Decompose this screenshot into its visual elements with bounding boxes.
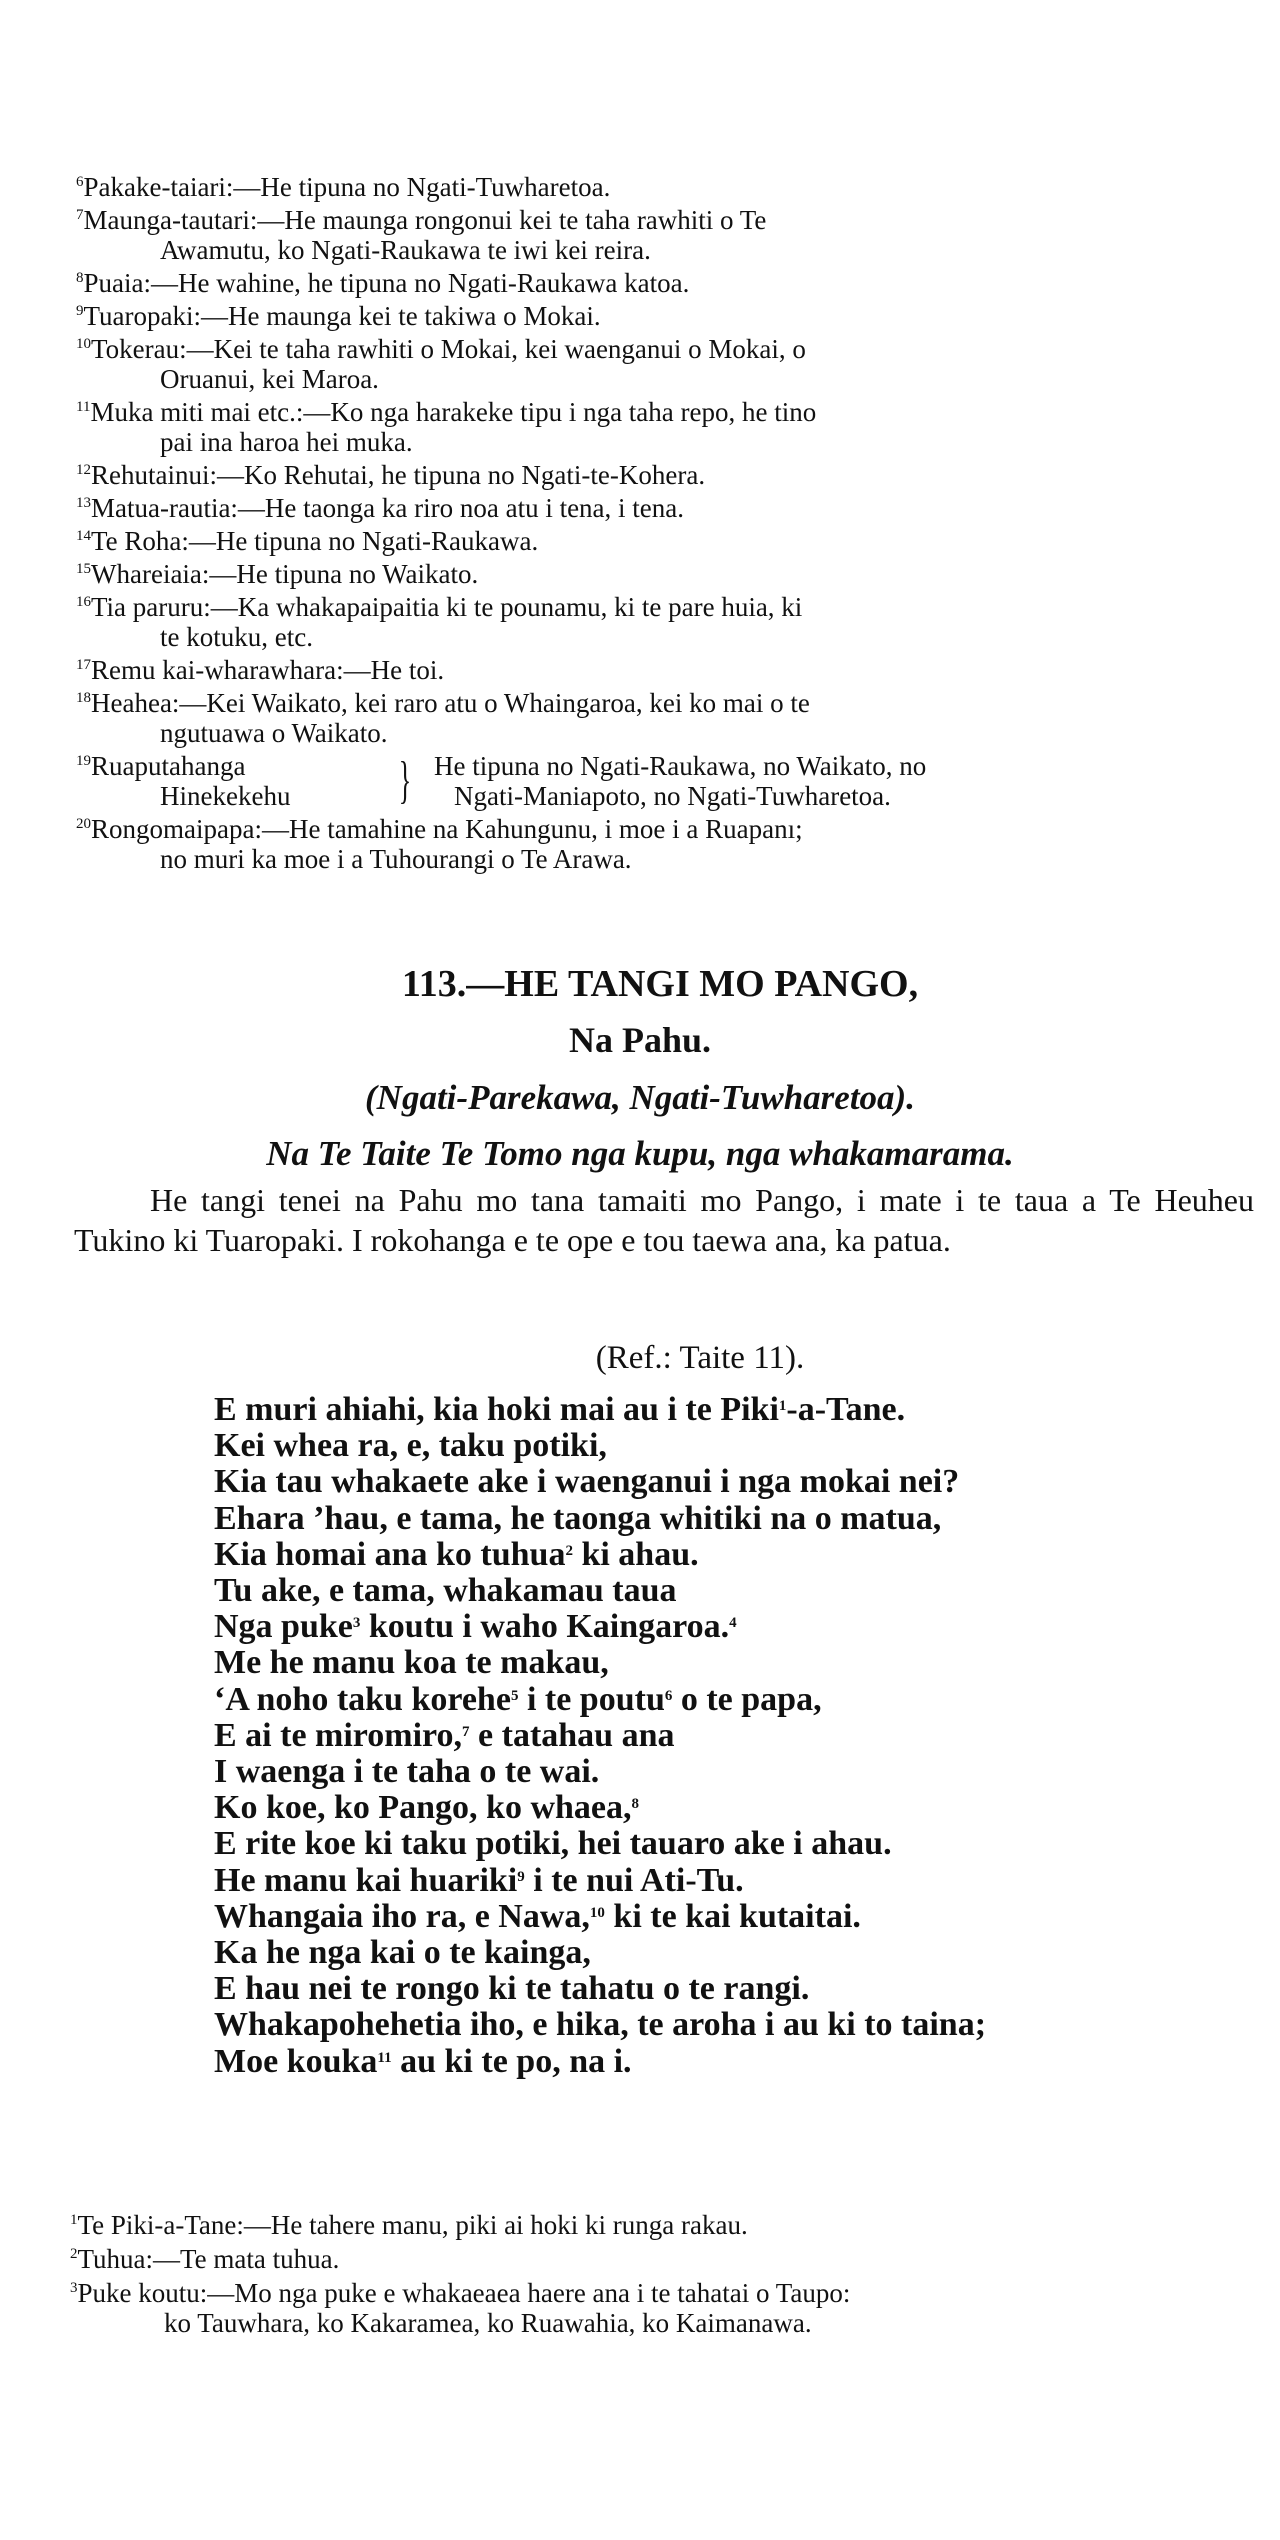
footnote-text: Maunga-tautari:—He maunga rongonui kei te taha rawhiti o Te <box>83 205 767 235</box>
verse-text: Moe kouka <box>214 2042 378 2080</box>
verse-text: koutu i waho Kaingaroa. <box>360 1608 730 1646</box>
verse-text: Me he manu koa te makau, <box>214 1644 609 1682</box>
footnote <box>76 655 1256 685</box>
verse-text: au ki te po, na i. <box>391 2042 632 2080</box>
footnote <box>70 2278 1260 2338</box>
footnote <box>76 397 1256 457</box>
verse-text: E ai te miromiro, <box>214 1716 463 1754</box>
footnote-text: Tuaropaki:—He maunga kei te takiwa o Mokai. <box>83 301 601 331</box>
footnote-name: Hinekekehu <box>160 781 291 811</box>
verse-line <box>214 2044 1264 2080</box>
verse-text: e tatahau ana <box>469 1716 675 1754</box>
verse-line <box>214 1935 1264 1971</box>
footnote-number: 18 <box>76 690 91 706</box>
footnote-text: Te Roha:—He tipuna no Ngati-Raukawa. <box>91 526 539 556</box>
song-heading <box>0 960 1280 1176</box>
verse-text: E hau nei te rongo ki te tahatu o te rangi. <box>214 1970 810 2008</box>
footnote-text: Rongomaipapa:—He tamahine na Kahungunu, i moe i a Ruapanı; <box>91 814 803 844</box>
footnote-number: 16 <box>76 594 91 610</box>
verse-line <box>214 1501 1264 1537</box>
footnote-marker: 11 <box>377 2049 392 2066</box>
footnote-continuation: pai ina haroa hei muka. <box>160 427 413 457</box>
footnote-text: He tipuna no Ngati-Raukawa, no Waikato, no <box>434 751 927 781</box>
verse-line <box>214 1682 1264 1718</box>
footnote <box>76 526 1256 556</box>
footnote-text: Muka miti mai etc.:—Ko nga harakeke tipu i nga taha repo, he tino <box>90 397 817 427</box>
verse-text: ki te kai kutaitai. <box>604 1897 861 1935</box>
verse-text: E rite koe ki taku potiki, hei tauaro ake i ahau. <box>214 1825 892 1863</box>
verse-line <box>214 1645 1264 1681</box>
footnote-marker: 2 <box>565 1542 573 1559</box>
verse-text: i te nui Ati-Tu. <box>524 1861 744 1899</box>
song-introduction <box>74 1180 1254 1260</box>
footnote-text: Remu kai-wharawhara:—He toi. <box>91 655 445 685</box>
verse-text: Whakapohehetia iho, e hika, te aroha i au ki to taina; <box>214 2006 987 2044</box>
footnote-continuation: Oruanui, kei Maroa. <box>160 364 379 394</box>
footnote <box>76 301 1256 331</box>
verse-text: Tu ake, e tama, whakamau taua <box>214 1572 677 1610</box>
verse-line <box>214 1464 1264 1500</box>
song-reference: (Ref.: Taite 11). <box>595 1340 805 1376</box>
footnote-text: Ngati-Maniapoto, no Ngati-Tuwharetoa. <box>454 781 891 811</box>
footnote-number: 11 <box>76 399 91 415</box>
footnote <box>76 814 1256 874</box>
footnote-number: 12 <box>76 462 91 478</box>
footnote <box>76 559 1256 589</box>
footnote <box>76 688 1256 748</box>
verse-text: Kia tau whakaete ake i waenganui i nga mokai nei? <box>214 1463 960 1501</box>
verse-line <box>214 1537 1264 1573</box>
song-source-note: Na Te Taite Te Tomo nga kupu, nga whakamarama. <box>266 1134 1014 1173</box>
footnote-description <box>434 751 1256 811</box>
footnote-text: Puke koutu:—Mo nga puke e whakaeaea haere ana i te tahatai o Taupo: <box>77 2278 851 2308</box>
verse-text: i te poutu <box>518 1680 665 1718</box>
footnote-marker: 9 <box>517 1868 525 1885</box>
verse-line <box>214 1392 1264 1428</box>
verse-text: ‘A noho taku korehe <box>214 1680 511 1718</box>
footnote <box>70 2210 1260 2240</box>
footnote-marker: 10 <box>589 1904 605 1921</box>
footnote-marker: 4 <box>729 1615 737 1632</box>
footnote-number: 8 <box>76 270 84 286</box>
footnotes-previous-song <box>76 172 1256 877</box>
footnote-number: 1 <box>70 2212 78 2228</box>
song-verses <box>214 1392 1264 2080</box>
verse-text: Kia homai ana ko tuhua <box>214 1535 566 1573</box>
verse-text: Ko koe, ko Pango, ko whaea, <box>214 1789 632 1827</box>
footnote-number: 15 <box>76 561 91 577</box>
verse-line <box>214 1754 1264 1790</box>
verse-text: I waenga i te taha o te wai. <box>214 1753 600 1791</box>
footnote-number: 3 <box>70 2280 78 2296</box>
footnote-number: 14 <box>76 528 91 544</box>
footnote-number: 20 <box>76 816 91 832</box>
verse-line <box>214 1718 1264 1754</box>
footnote <box>76 460 1256 490</box>
verse-text: Ka he nga kai o te kainga, <box>214 1934 591 1972</box>
verse-line <box>214 1863 1264 1899</box>
verse-line <box>214 1428 1264 1464</box>
footnotes-song <box>70 2210 1260 2342</box>
footnote-number: 13 <box>76 495 91 511</box>
footnote-text: Heahea:—Kei Waikato, kei raro atu o Whaingaroa, kei ko mai o te <box>91 688 810 718</box>
footnote-marker: 1 <box>778 1398 787 1414</box>
footnote-text: Tuhua:—Te mata tuhua. <box>77 2244 340 2274</box>
footnote-continuation: te kotuku, etc. <box>160 622 313 652</box>
verse-line <box>214 2007 1264 2043</box>
verse-text: Ehara ’hau, e tama, he taonga whitiki na o matua, <box>214 1499 942 1537</box>
verse-text: Whangaia iho ra, e Nawa, <box>214 1897 590 1935</box>
footnote-continuation: Awamutu, ko Ngati-Raukawa te iwi kei reira. <box>160 235 651 265</box>
brace: } <box>398 752 412 809</box>
footnote <box>76 592 1256 652</box>
footnote-continuation: ngutuawa o Waikato. <box>160 718 388 748</box>
footnote <box>76 172 1256 202</box>
footnote <box>76 493 1256 523</box>
footnote-marker: 6 <box>664 1687 673 1704</box>
footnote-names <box>76 751 376 811</box>
introduction-paragraph: He tangi tenei na Pahu mo tana tamaiti mo Pango, i mate i te taua a Te Heuheu Tukino ki Tuaropaki. I rokohanga e te ope e tou taewa ana, ka patua. <box>74 1182 1254 1258</box>
footnote-number: 2 <box>70 2246 78 2262</box>
footnote-text: Rehutainui:—Ko Rehutai, he tipuna no Ngati-te-Kohera. <box>91 460 706 490</box>
verse-text: ki ahau. <box>572 1535 699 1573</box>
footnote-marker: 7 <box>462 1723 470 1740</box>
footnote <box>76 334 1256 394</box>
verse-text: Kei whea ra, e, taku potiki, <box>214 1427 607 1465</box>
footnote <box>70 2244 1260 2274</box>
footnote-number: 10 <box>76 336 91 352</box>
footnote-marker: 5 <box>510 1687 519 1704</box>
verse-line <box>214 1790 1264 1826</box>
song-tribe: (Ngati-Parekawa, Ngati-Tuwharetoa). <box>365 1078 915 1117</box>
song-composer: Na Pahu. <box>568 1020 712 1060</box>
verse-line <box>214 1971 1264 2007</box>
footnote-continuation: no muri ka moe i a Tuhourangi o Te Arawa. <box>160 844 632 874</box>
song-title: 113.—HE TANGI MO PANGO, <box>401 963 919 1005</box>
footnote-name: Ruaputahanga <box>91 751 246 781</box>
verse-line <box>214 1899 1264 1935</box>
footnote-19 <box>76 751 1256 811</box>
footnote-number: 17 <box>76 657 91 673</box>
footnote-marker: 8 <box>631 1796 639 1813</box>
footnote-text: Te Piki-a-Tane:—He tahere manu, piki ai hoki ki runga rakau. <box>77 2210 748 2240</box>
footnote-text: Matua-rautia:—He taonga ka riro noa atu i tena, i tena. <box>91 493 685 523</box>
footnote-text: Pakake-taiari:—He tipuna no Ngati-Tuwharetoa. <box>83 172 611 202</box>
footnote-number: 9 <box>76 303 84 319</box>
footnote-marker: 3 <box>352 1615 361 1632</box>
footnote-number: 19 <box>76 753 91 769</box>
verse-line <box>214 1573 1264 1609</box>
footnote-text: Tia paruru:—Ka whakapaipaitia ki te pounamu, ki te pare huia, ki <box>91 592 803 622</box>
footnote-number: 7 <box>76 207 84 223</box>
verse-line <box>214 1826 1264 1862</box>
verse-text: o te papa, <box>672 1680 822 1718</box>
footnote-number: 6 <box>76 174 84 190</box>
footnote-text: Puaia:—He wahine, he tipuna no Ngati-Raukawa katoa. <box>83 268 690 298</box>
verse-text: Nga puke <box>214 1608 353 1646</box>
footnote <box>76 205 1256 265</box>
footnote-continuation: ko Tauwhara, ko Kakaramea, ko Ruawahia, ko Kaimanawa. <box>164 2308 812 2338</box>
verse-line <box>214 1609 1264 1645</box>
footnote-text: Whareiaia:—He tipuna no Waikato. <box>91 559 479 589</box>
verse-text: He manu kai huariki <box>214 1861 518 1899</box>
verse-text: E muri ahiahi, kia hoki mai au i te Piki <box>214 1391 779 1428</box>
footnote <box>76 268 1256 298</box>
footnote-text: Tokerau:—Kei te taha rawhiti o Mokai, kei waenganui o Mokai, o <box>91 334 806 364</box>
verse-text: -a-Tane. <box>786 1391 906 1428</box>
